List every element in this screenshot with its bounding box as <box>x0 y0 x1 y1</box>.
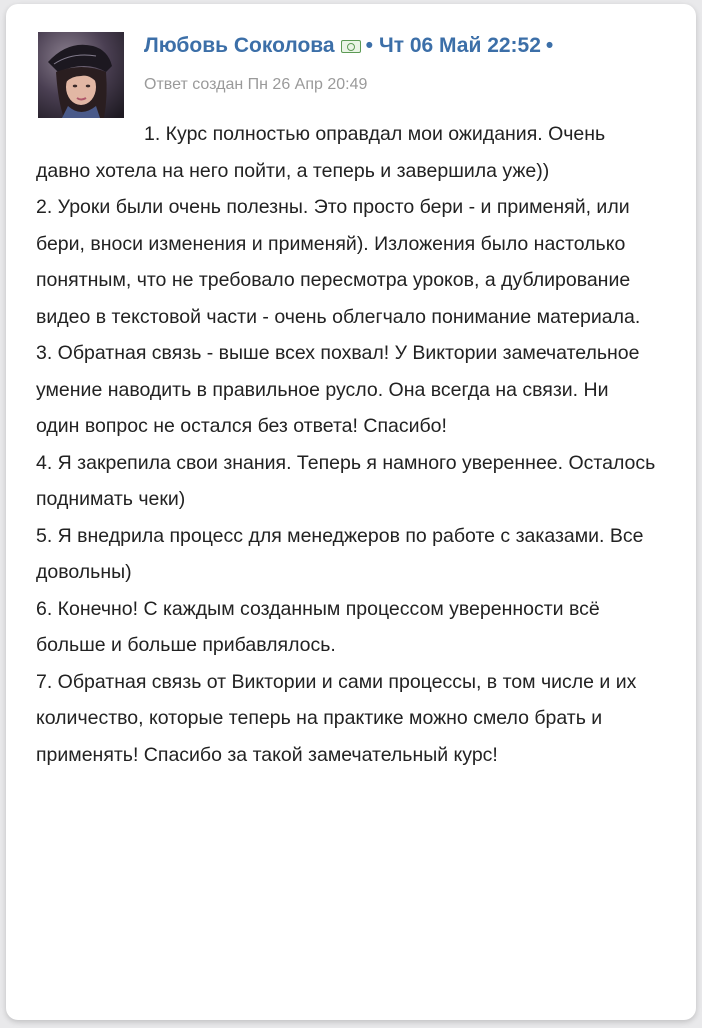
answer-created-timestamp: Ответ создан Пн 26 Апр 20:49 <box>144 76 368 93</box>
review-paragraph: 2. Уроки были очень полезны. Это просто бери - и применяй, или бери, вноси изменения и применяй). Изложения было настолько понятным, что не требовало пересмотра уроков, а дублирование видео в текстовой части - очень облегчало понимание материала. <box>36 196 641 328</box>
review-paragraph: 3. Обратная связь - выше всех похвал! У Виктории замечательное умение наводить в правильное русло. Она всегда на связи. Ни один вопрос не остался без ответа! Спасибо! <box>36 342 640 437</box>
review-paragraph: 1. Курс полностью оправдал мои ожидания. Очень давно хотела на него пойти, а теперь и завершила уже)) <box>36 123 606 182</box>
review-paragraph: 6. Конечно! С каждым созданным процессом уверенности всё больше и больше прибавлялось. <box>36 597 600 656</box>
review-paragraph: 5. Я внедрила процесс для менеджеров по работе с заказами. Все довольны) <box>36 524 644 583</box>
review-body <box>36 116 656 773</box>
review-paragraph: 4. Я закрепила свои знания. Теперь я намного увереннее. Осталось поднимать чеки) <box>36 451 656 510</box>
review-card <box>6 4 696 1020</box>
review-meta-row <box>144 34 559 58</box>
author-name-link[interactable]: Любовь Соколова <box>144 34 335 57</box>
meta-separator: • <box>365 34 373 57</box>
avatar[interactable] <box>38 32 124 118</box>
meta-separator-trailing: • <box>545 34 554 57</box>
review-date-link[interactable]: Чт 06 Май 22:52 <box>378 34 541 57</box>
avatar-image <box>38 32 124 118</box>
money-badge-icon <box>341 40 361 53</box>
review-paragraph: 7. Обратная связь от Виктории и сами процессы, в том числе и их количество, которые теперь на практике можно смело брать и применять! Спасибо за такой замечательный курс! <box>36 670 637 766</box>
